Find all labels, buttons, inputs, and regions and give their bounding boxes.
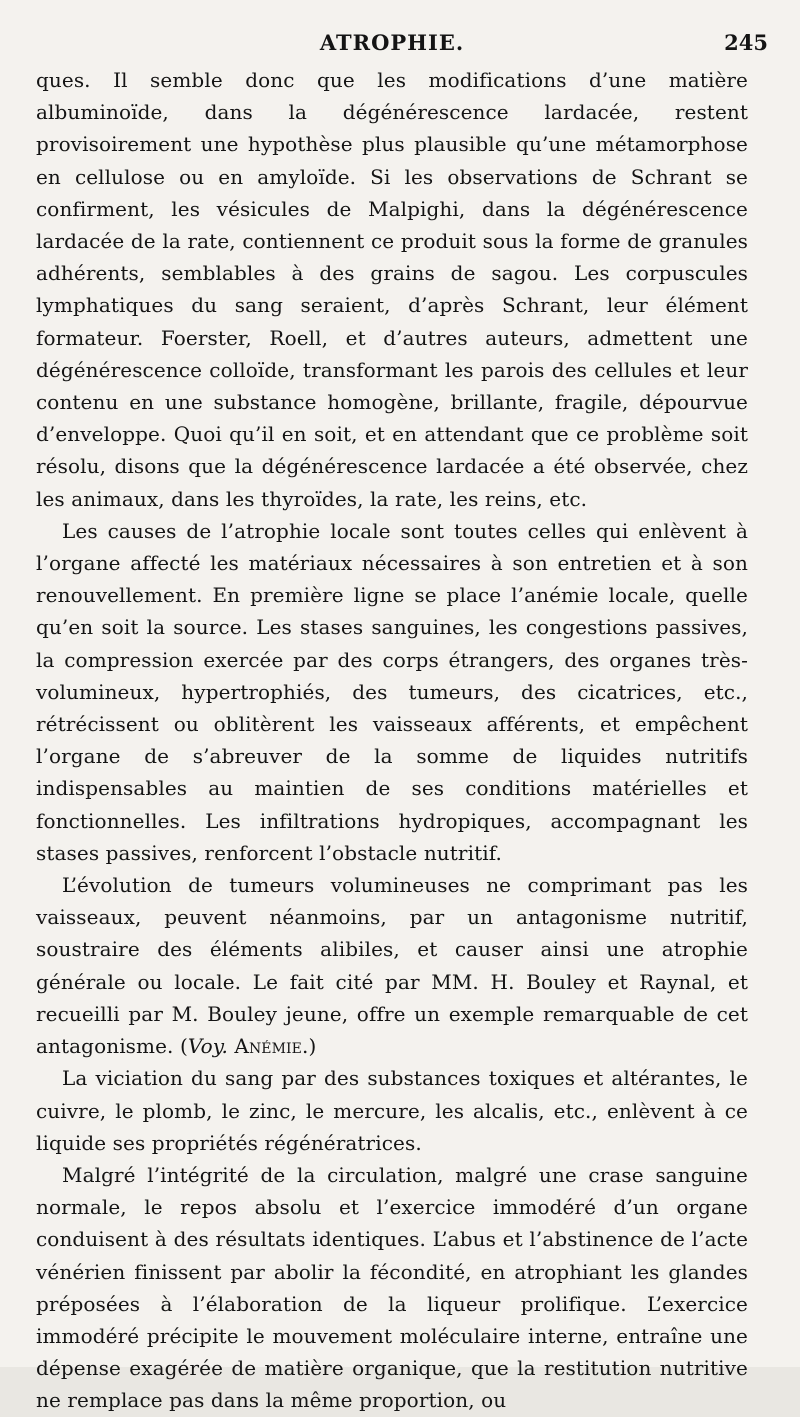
anemie-reference: Anémie <box>234 1034 303 1059</box>
paragraph-3-text: L’évolution de tumeurs volumineuses ne comprimant pas les vaisseaux, peuvent néanmoins, par un antagonisme nutritif, soustraire des éléments alibiles, et causer ainsi une atrophie générale ou locale. Le fait cité par MM. H. Bouley et Raynal, et recueilli par M. Bouley jeune, offre un exemple remarquable de cet antagonisme. ( <box>36 873 748 1059</box>
paragraph-2: Les causes de l’atrophie locale sont toutes celles qui enlèvent à l’organe affecté les matériaux nécessaires à son entretien et à son renouvellement. En première ligne se place l’anémie locale, quelle qu’en soit la source. Les stases sanguines, les congestions passives, la compression exercée par des corps étrangers, des organes très-volumineux, hypertrophiés, des tumeurs, des cicatrices, etc., rétrécissent ou oblitèrent les vaisseaux afférents, et empêchent l’organe de s’abreuver de la somme de liquides nutritifs indispensables au maintien de ses conditions matérielles et fonctionnelles. Les infiltrations hydropiques, accompagnant les stases passives, renforcent l’obstacle nutritif. <box>36 518 748 865</box>
running-head <box>36 26 768 62</box>
voy-abbreviation: Voy. <box>187 1034 228 1059</box>
running-title: ATROPHIE. <box>319 30 465 55</box>
page-number: 245 <box>724 30 768 55</box>
paragraph-5: Malgré l’intégrité de la circulation, malgré une crase sanguine normale, le repos absolu et l’exercice immodéré d’un organe conduisent à des résultats identiques. L’abus et l’abstinence de l’acte vénérien finissent par abolir la fécondité, en atrophiant les glandes préposées à l’élaboration de la liqueur prolifique. L’exercice immodéré précipite le mouvement moléculaire interne, entraîne une dépense exagérée de matière organique, que la restitution nutritive ne remplace pas dans la même proportion, ou <box>36 1162 748 1413</box>
body-text <box>36 64 748 1417</box>
paragraph-3 <box>36 869 748 1062</box>
paragraph-3-end: .) <box>302 1034 317 1059</box>
paragraph-1: ques. Il semble donc que les modifications d’une matière albuminoïde, dans la dégénérescence lardacée, restent provisoirement une hypothèse plus plausible qu’une métamorphose en cellulose ou en amyloïde. Si les observations de Schrant se confirment, les vésicules de Malpighi, dans la dégénérescence lardacée de la rate, contiennent ce produit sous la forme de granules adhérents, semblables à des grains de sagou. Les corpuscules lymphatiques du sang seraient, d’après Schrant, leur élément formateur. Foerster, Roell, et d’autres auteurs, admettent une dégénérescence colloïde, transformant les parois des cellules et leur contenu en une substance homogène, brillante, fragile, dépourvue d’enveloppe. Quoi qu’il en soit, et en attendant que ce problème soit résolu, disons que la dégénérescence lardacée a été observée, chez les animaux, dans les thyroïdes, la rate, les reins, etc. <box>36 68 748 511</box>
paragraph-4: La viciation du sang par des substances toxiques et altérantes, le cuivre, le plomb, le zinc, le mercure, les alcalis, etc., enlèvent à ce liquide ses propriétés régénératrices. <box>36 1066 748 1155</box>
